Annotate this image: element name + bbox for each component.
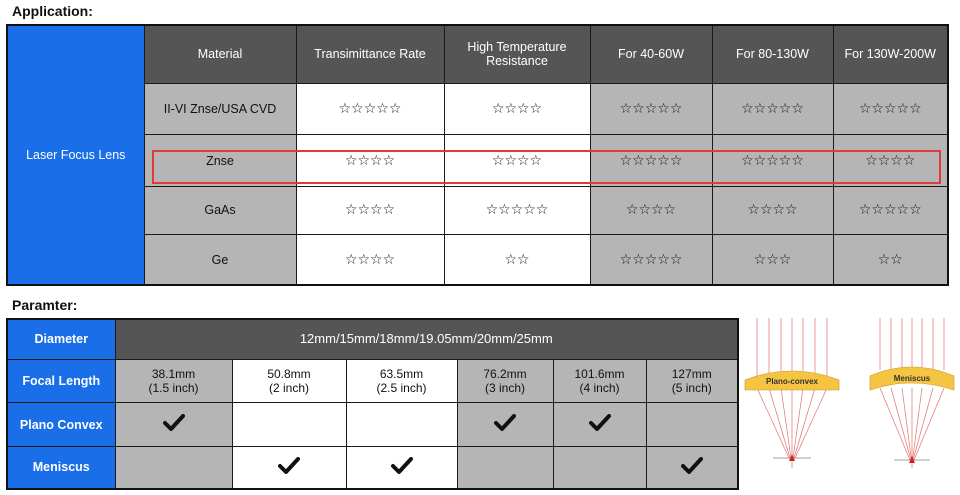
- rating-cell: ☆☆☆☆: [296, 135, 444, 186]
- rating-cell: ☆☆: [444, 235, 590, 285]
- rating-cell: ☆☆☆☆☆: [712, 83, 833, 134]
- rating-cell: ☆☆☆☆: [444, 83, 590, 134]
- check-cell: [646, 446, 738, 489]
- plano-convex-row: [7, 403, 738, 447]
- plano-convex-label: Plano Convex: [7, 403, 115, 447]
- check-cell: [232, 403, 346, 447]
- material-cell: Znse: [144, 135, 296, 186]
- header-130-200w: For 130W-200W: [833, 25, 948, 83]
- checkmark-icon: [391, 457, 413, 478]
- meniscus-lens-figure: [862, 318, 960, 488]
- plano-convex-lens-figure: [743, 318, 841, 488]
- rating-cell: ☆☆☆☆☆: [712, 135, 833, 186]
- rating-cell: ☆☆☆☆☆: [590, 135, 712, 186]
- focal-cell: 50.8mm (2 inch): [232, 359, 346, 403]
- rating-cell: ☆☆☆☆: [296, 186, 444, 234]
- check-cell: [553, 446, 646, 489]
- check-cell: [232, 446, 346, 489]
- header-80-130w: For 80-130W: [712, 25, 833, 83]
- check-cell: [457, 446, 553, 489]
- rating-cell: ☆☆☆☆: [444, 135, 590, 186]
- header-40-60w: For 40-60W: [590, 25, 712, 83]
- focal-length-label: Focal Length: [7, 359, 115, 403]
- focal-cell: 101.6mm (4 inch): [553, 359, 646, 403]
- checkmark-icon: [494, 414, 516, 435]
- rating-cell: ☆☆☆☆☆: [296, 83, 444, 134]
- rating-cell: ☆☆☆☆: [590, 186, 712, 234]
- parameter-title: Paramter:: [12, 297, 78, 313]
- laser-focus-lens-label: Laser Focus Lens: [7, 25, 144, 285]
- rating-cell: ☆☆☆☆: [712, 186, 833, 234]
- rating-cell: ☆☆☆☆: [833, 135, 948, 186]
- meniscus-label: Meniscus: [7, 446, 115, 489]
- meniscus-figure-label: Meniscus: [893, 374, 931, 383]
- material-cell: GaAs: [144, 186, 296, 234]
- check-cell: [457, 403, 553, 447]
- table-row: [7, 135, 948, 186]
- rating-cell: ☆☆: [833, 235, 948, 285]
- rating-cell: ☆☆☆☆☆: [444, 186, 590, 234]
- header-high-temp: High Temperature Resistance: [444, 25, 590, 83]
- rating-cell: ☆☆☆☆☆: [590, 235, 712, 285]
- rating-cell: ☆☆☆☆☆: [590, 83, 712, 134]
- parameter-table: [6, 318, 739, 490]
- check-cell: [346, 403, 457, 447]
- checkmark-icon: [589, 414, 611, 435]
- application-title: Application:: [12, 3, 93, 19]
- table-row: [7, 83, 948, 134]
- plano-convex-figure-label: Plano-convex: [765, 377, 819, 386]
- focal-cell: 38.1mm (1.5 inch): [115, 359, 232, 403]
- checkmark-icon: [278, 457, 300, 478]
- focal-cell: 76.2mm (3 inch): [457, 359, 553, 403]
- application-table: [6, 24, 949, 286]
- table-row: [7, 186, 948, 234]
- focal-cell: 127mm (5 inch): [646, 359, 738, 403]
- rating-cell: ☆☆☆: [712, 235, 833, 285]
- table-row: [7, 235, 948, 285]
- diameter-label: Diameter: [7, 319, 115, 359]
- check-cell: [553, 403, 646, 447]
- header-transmittance: Transimittance Rate: [296, 25, 444, 83]
- rating-cell: ☆☆☆☆☆: [833, 186, 948, 234]
- checkmark-icon: [681, 457, 703, 478]
- focal-cell: 63.5mm (2.5 inch): [346, 359, 457, 403]
- check-cell: [115, 403, 232, 447]
- meniscus-row: [7, 446, 738, 489]
- rating-cell: ☆☆☆☆☆: [833, 83, 948, 134]
- check-cell: [346, 446, 457, 489]
- material-cell: Ge: [144, 235, 296, 285]
- rating-cell: ☆☆☆☆: [296, 235, 444, 285]
- check-cell: [115, 446, 232, 489]
- checkmark-icon: [163, 414, 185, 435]
- diameter-value: 12mm/15mm/18mm/19.05mm/20mm/25mm: [115, 319, 738, 359]
- material-cell: II-VI Znse/USA CVD: [144, 83, 296, 134]
- check-cell: [646, 403, 738, 447]
- header-material: Material: [144, 25, 296, 83]
